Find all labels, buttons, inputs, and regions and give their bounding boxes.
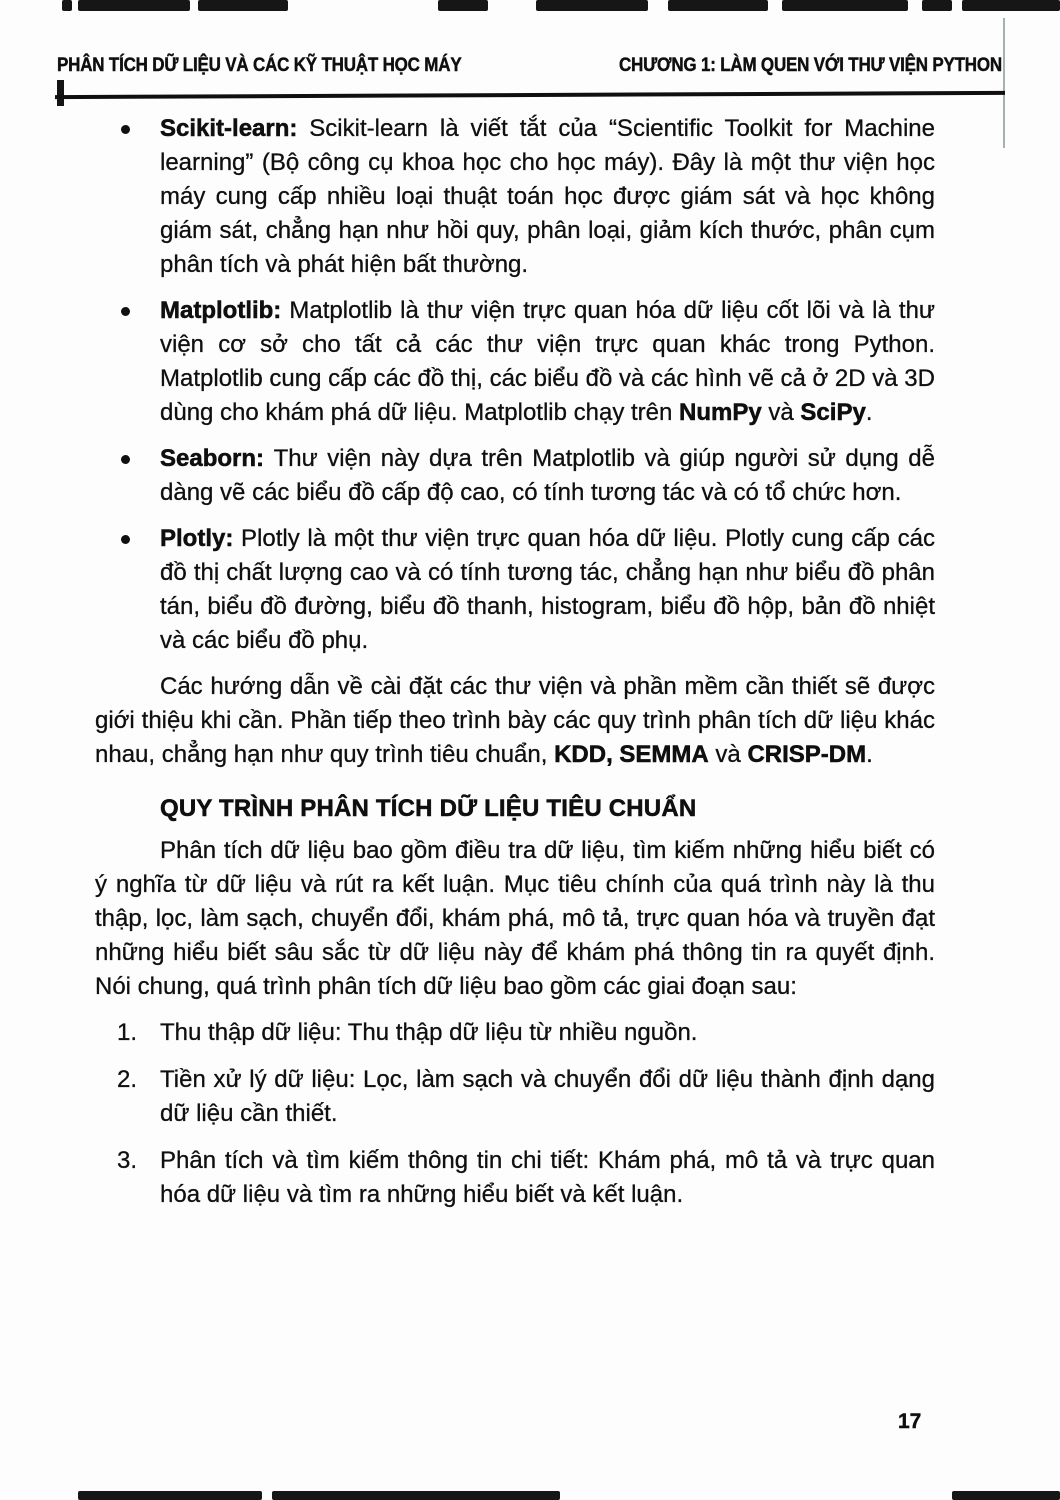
bold-run: KDD, SEMMA xyxy=(554,741,709,768)
bold-run: Seaborn: xyxy=(160,445,274,472)
step-text: Thu thập dữ liệu: Thu thập dữ liệu từ nhiều nguồn. xyxy=(160,1019,698,1046)
process-steps-list xyxy=(95,1016,935,1212)
scan-artifact-segment xyxy=(272,1491,560,1500)
page-number: 17 xyxy=(898,1410,922,1433)
scan-artifact-segment xyxy=(198,0,288,11)
bold-run: CRISP-DM xyxy=(747,741,867,768)
scan-artifact-segment xyxy=(952,1491,1060,1500)
text-run: . xyxy=(865,399,873,426)
page-body xyxy=(95,112,935,1225)
bullet-item-seaborn xyxy=(95,442,935,510)
bullet-text xyxy=(160,525,935,654)
scan-artifact-segment xyxy=(78,1491,262,1500)
paragraph-process-intro xyxy=(95,834,935,1004)
bullet-dot-icon xyxy=(121,535,130,544)
bullet-dot-icon xyxy=(121,125,130,134)
scan-artifact-right-edge xyxy=(1003,18,1005,148)
scan-artifact-segment xyxy=(78,0,190,11)
bullet-dot-icon xyxy=(121,307,130,316)
running-header-left: PHÂN TÍCH DỮ LIỆU VÀ CÁC KỸ THUẬT HỌC MÁY xyxy=(57,54,462,76)
step-item-1 xyxy=(95,1016,935,1050)
running-header-right: CHƯƠNG 1: LÀM QUEN VỚI THƯ VIỆN PYTHON xyxy=(618,54,1002,76)
bold-run: Scikit-learn: xyxy=(160,115,310,142)
bold-run: SciPy xyxy=(800,399,866,426)
text-run: Phân tích dữ liệu bao gồm điều tra dữ liệu, tìm kiếm những hiểu biết có ý nghĩa từ dữ liệu và rút ra kết luận. Mục tiêu chính của quá trình này là thu thập, lọc, làm sạch, chuyển đổi, khám phá, mô tả, trực quan hóa và truyền đạt những hiểu biết sâu sắc từ dữ liệu này để khám phá thông tin ra quyết định. Nói chung, quá trình phân tích dữ liệu bao gồm các giai đoạn sau: xyxy=(95,837,935,1000)
scan-artifact-left-tick xyxy=(57,80,64,106)
step-number: 1. xyxy=(117,1019,138,1046)
text-run: và xyxy=(708,741,748,768)
scan-artifact-segment xyxy=(62,0,72,11)
bullet-text xyxy=(160,115,935,278)
step-item-3 xyxy=(95,1144,935,1212)
scan-artifact-segment xyxy=(668,0,768,11)
text-run: Các hướng dẫn về cài đặt các thư viện và phần mềm cần thiết sẽ được giới thiệu khi cần. Phần tiếp theo trình bày các quy trình phân tích dữ liệu khác nhau, chẳng hạn như quy trình tiêu chuẩn, xyxy=(95,673,935,768)
bullet-dot-icon xyxy=(121,455,130,464)
text-run: Matplotlib là thư viện trực quan hóa dữ liệu cốt lõi và là thư viện cơ sở cho tất cả các thư viện trực quan khác trong Python. Matplotlib cung cấp các đồ thị, các biểu đồ và các hình vẽ cả ở 2D và 3D dùng cho khám phá dữ liệu. Matplotlib chạy trên xyxy=(160,297,936,426)
text-run: Plotly là một thư viện trực quan hóa dữ liệu. Plotly cung cấp các đồ thị chất lượng cao và có tính tương tác, chẳng hạn như biểu đồ phân tán, biểu đồ đường, biểu đồ thanh, histogram, biểu đồ hộp, bản đồ nhiệt và các biểu đồ phụ. xyxy=(160,525,935,654)
header-rule xyxy=(55,91,1005,99)
bold-run: Plotly: xyxy=(160,525,242,552)
bold-run: Matplotlib: xyxy=(160,297,290,324)
bold-run: NumPy xyxy=(679,399,762,426)
step-number: 3. xyxy=(117,1147,138,1174)
scan-artifact-segment xyxy=(536,0,648,11)
text-run: Thư viện này dựa trên Matplotlib và giúp người sử dụng dễ dàng vẽ các biểu đồ cấp độ cao, có tính tương tác và có tổ chức hơn. xyxy=(160,445,936,506)
bullet-item-plotly xyxy=(95,522,935,658)
bullet-item-scikit-learn xyxy=(95,112,935,282)
scan-artifact-segment xyxy=(922,0,952,11)
bullet-text xyxy=(160,297,935,426)
scan-artifact-segment xyxy=(782,0,908,11)
running-header xyxy=(57,54,1002,76)
text-run: . xyxy=(866,741,873,768)
text-run: Scikit-learn là viết tắt của “Scientific Toolkit for Machine learning” (Bộ công cụ khoa học cho học máy). Đây là một thư viện học máy cung cấp nhiều loại thuật toán học được giám sát và học không giám sát, chẳng hạn như hồi quy, phân loại, giảm kích thước, phân cụm phân tích và phát hiện bất thường. xyxy=(160,115,936,278)
step-item-2 xyxy=(95,1063,935,1131)
bullet-item-matplotlib xyxy=(95,294,935,430)
step-text: Phân tích và tìm kiếm thông tin chi tiết: Khám phá, mô tả và trực quan hóa dữ liệu và tìm ra những hiểu biết và kết luận. xyxy=(160,1147,935,1208)
step-number: 2. xyxy=(117,1066,138,1093)
step-text: Tiền xử lý dữ liệu: Lọc, làm sạch và chuyển đổi dữ liệu thành định dạng dữ liệu cần thiết. xyxy=(160,1066,935,1127)
text-run: và xyxy=(761,399,801,426)
section-heading: QUY TRÌNH PHÂN TÍCH DỮ LIỆU TIÊU CHUẨN xyxy=(160,795,697,822)
library-bullet-list xyxy=(95,112,935,658)
bullet-text xyxy=(160,445,935,506)
paragraph-install-note xyxy=(95,670,935,772)
scan-artifact-segment xyxy=(962,0,1060,11)
scan-artifact-segment xyxy=(438,0,488,11)
